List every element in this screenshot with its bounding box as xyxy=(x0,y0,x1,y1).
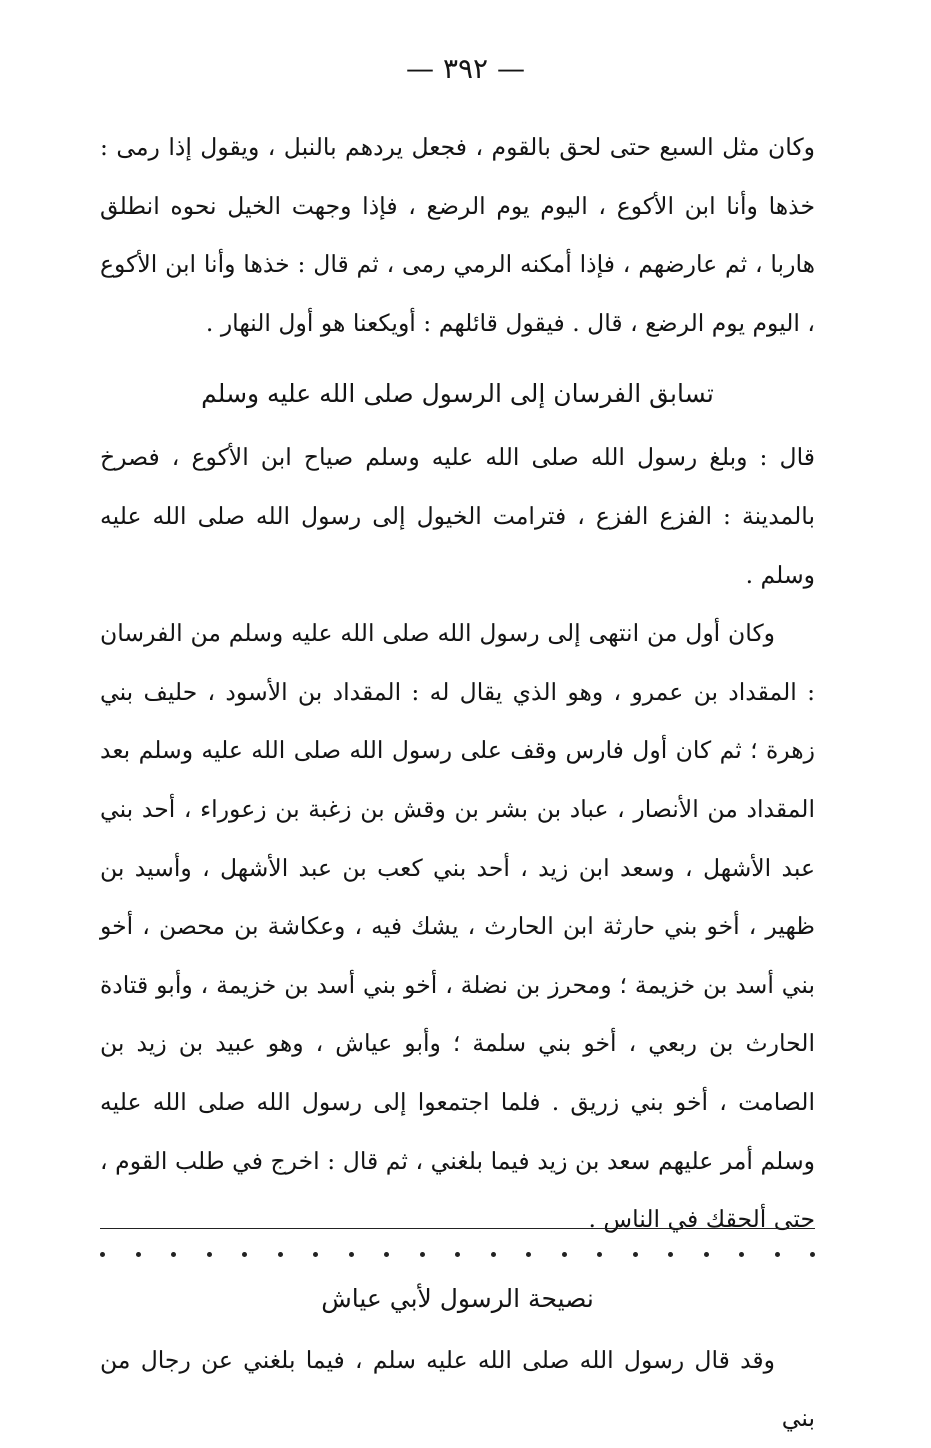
ornament-dot xyxy=(491,1252,496,1257)
ornament-dot xyxy=(100,1252,105,1257)
paragraph: وكان مثل السبع حتى لحق بالقوم ، فجعل يردهم بالنبل ، ويقول إذا رمى : خذها وأنا ابن الأكوع ، اليوم يوم الرضع ، فإذا وجهت الخيل نحوه انطلق هاربا ، ثم عارضهم ، فإذا أمكنه الرمي رمى ، ثم قال : خذها وأنا ابن الأكوع ، اليوم يوم الرضع ، قال . فيقول قائلهم : أويكعنا هو أول النهار . xyxy=(100,133,815,337)
ornament-dot xyxy=(384,1252,389,1257)
section-heading: نصيحة الرسول لأبي عياش xyxy=(321,1283,594,1313)
ornament-dot xyxy=(171,1252,176,1257)
ornament-dot xyxy=(313,1252,318,1257)
ornament-dot xyxy=(242,1252,247,1257)
ornament-dot xyxy=(633,1252,638,1257)
ornament-dot xyxy=(349,1252,354,1257)
paragraph: وكان أول من انتهى إلى رسول الله صلى الله عليه وسلم من الفرسان : المقداد بن عمرو ، وهو الذي يقال له : المقداد بن الأسود ، حليف بني زهرة ؛ ثم كان أول فارس وقف على رسول الله صلى الله عليه وسلم بعد المقداد من الأنصار ، عباد بن بشر بن وقش بن زغبة بن زعوراء ، أحد بني عبد الأشهل ، وسعد ابن زيد ، أحد بني كعب بن عبد الأشهل ، وأسيد بن ظهير ، أخو بني حارثة ابن الحارث ، يشك فيه ، وعكاشة بن محصن ، أخو بني أسد بن خزيمة ؛ ومحرز بن نضلة ، أخو بني أسد بن خزيمة ، وأبو قتادة الحارث بن ربعي ، أخو بني سلمة ؛ وأبو عياش ، وهو عبيد بن زيد بن الصامت ، أخو بني زريق . فلما اجتمعوا إلى رسول الله صلى الله عليه وسلم أمر عليهم سعد بن زيد فيما بلغني ، ثم قال : اخرج في طلب القوم ، حتى ألحقك في الناس . xyxy=(100,619,815,1234)
ornament-dot xyxy=(278,1252,283,1257)
ornament-dot xyxy=(562,1252,567,1257)
page-number: — ٣٩٢ — xyxy=(406,52,525,85)
ornament-dot xyxy=(739,1252,744,1257)
ornament-dot xyxy=(526,1252,531,1257)
ornament-dot xyxy=(136,1252,141,1257)
ornament-dot xyxy=(455,1252,460,1257)
ornament-dot xyxy=(597,1252,602,1257)
ornament-dot xyxy=(668,1252,673,1257)
paragraph: وقد قال رسول الله صلى الله عليه سلم ، فيما بلغني عن رجال من بني xyxy=(100,1345,815,1433)
section-heading: تسابق الفرسان إلى الرسول صلى الله عليه وسلم xyxy=(201,379,714,409)
footer-rule xyxy=(100,1228,815,1229)
ornament-dot xyxy=(704,1252,709,1257)
ornament-dot xyxy=(207,1252,212,1257)
page-body xyxy=(100,118,815,1448)
footer-dots xyxy=(100,1252,815,1257)
paragraph: قال : وبلغ رسول الله صلى الله عليه وسلم صياح ابن الأكوع ، فصرخ بالمدينة : الفزع الفزع ، فترامت الخيول إلى رسول الله صلى الله عليه وسلم . xyxy=(100,443,815,589)
ornament-dot xyxy=(775,1252,780,1257)
ornament-dot xyxy=(420,1252,425,1257)
ornament-dot xyxy=(810,1252,815,1257)
